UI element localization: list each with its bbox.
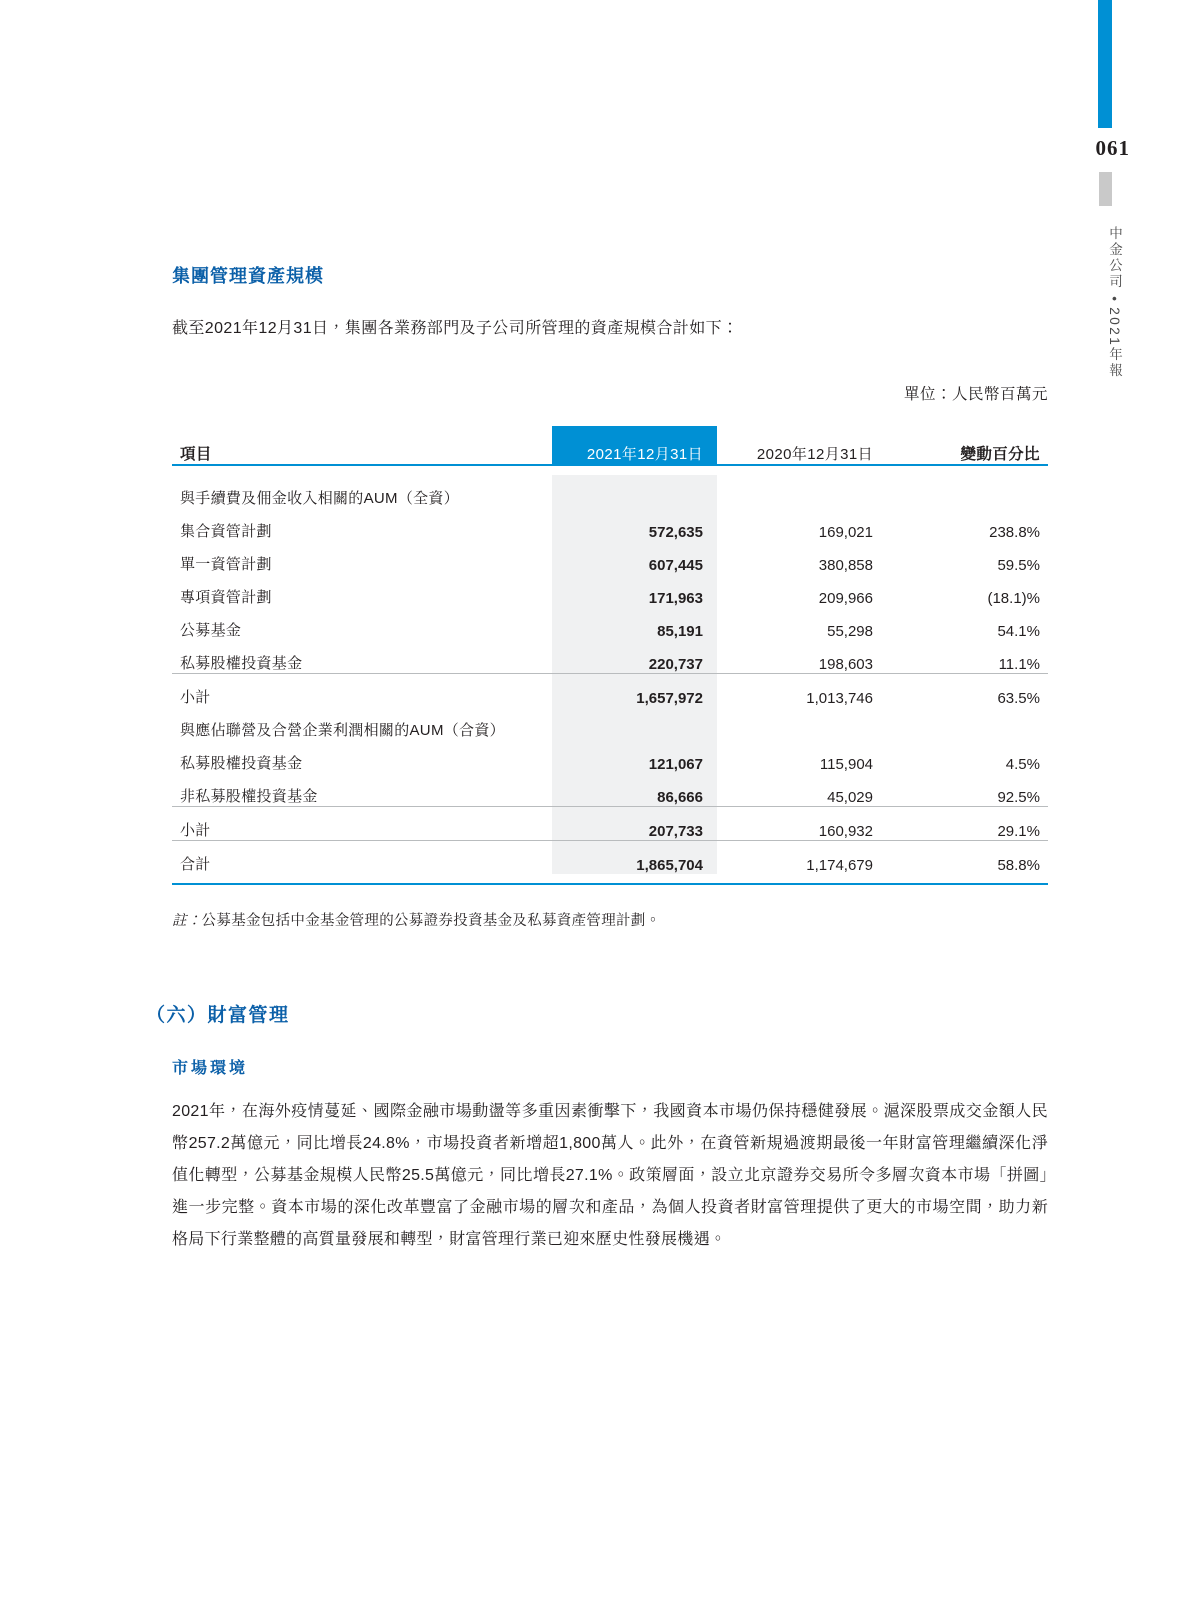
table-row: [172, 640, 1048, 674]
cell-previous: 160,932: [818, 823, 873, 841]
table-row: [172, 674, 1048, 707]
cell-item: 小計: [180, 822, 211, 840]
chapter-title: （六）財富管理: [146, 1005, 290, 1027]
table-spacer-row: [172, 874, 1048, 884]
footnote-body: 公募基金包括中金基金管理的公募證券投資基金及私募資產管理計劃。: [201, 913, 661, 930]
cell-item: 公募基金: [180, 622, 242, 640]
cell-change: 92.5%: [997, 789, 1040, 807]
cell-change: 59.5%: [997, 557, 1040, 575]
cell-current: 207,733: [552, 807, 717, 841]
footnote-prefix: 註：: [172, 913, 202, 930]
cell-item: 與應佔聯營及合營企業利潤相關的AUM（合資）: [180, 722, 505, 740]
cell-item: 集合資管計劃: [180, 523, 272, 541]
cell-previous: 198,603: [818, 656, 873, 674]
table-row: [172, 475, 1048, 508]
table-footnote: [172, 909, 1048, 930]
cell-change: 238.8%: [989, 524, 1040, 542]
running-header-dot: •: [1107, 296, 1122, 301]
running-header-year: 2021年報: [1107, 307, 1122, 380]
cell-item: 小計: [180, 689, 211, 707]
table-row: [172, 707, 1048, 740]
page-number: 061: [1095, 136, 1130, 160]
page-accent-bar: [1098, 0, 1112, 128]
cell-change: [887, 707, 1048, 740]
column-header-item: 項目: [180, 446, 212, 464]
cell-change: 11.1%: [998, 656, 1040, 674]
running-header-company: 中金公司: [1107, 226, 1122, 290]
table-bottom-rule: [172, 884, 1048, 885]
cell-current: 171,963: [552, 574, 717, 607]
page-content: [146, 262, 1048, 1256]
cell-change: 29.1%: [997, 823, 1040, 841]
cell-change: 54.1%: [997, 623, 1040, 641]
cell-current: 1,657,972: [552, 674, 717, 707]
cell-change: 63.5%: [997, 690, 1040, 708]
cell-change: (18.1)%: [987, 590, 1040, 608]
cell-current: 85,191: [552, 607, 717, 640]
cell-current: [552, 707, 717, 740]
section-heading: 集團管理資產規模: [172, 266, 324, 286]
cell-item: 專項資管計劃: [180, 589, 272, 607]
table-header-row: [172, 426, 1048, 465]
aum-table: [172, 426, 1048, 885]
cell-item: 私募股權投資基金: [180, 655, 303, 673]
table-spacer-row: [172, 466, 1048, 475]
cell-previous: 169,021: [818, 524, 873, 542]
cell-current: 86,666: [552, 773, 717, 807]
spacer-cell: [172, 874, 1048, 884]
cell-previous: 380,858: [818, 557, 873, 575]
cell-previous: 1,013,746: [806, 690, 873, 708]
cell-current: 121,067: [552, 740, 717, 773]
rule-cell: [172, 884, 1048, 885]
chapter-subtitle: 市場環境: [172, 1060, 249, 1078]
table-row: [172, 807, 1048, 841]
column-header-change: 變動百分比: [960, 446, 1040, 464]
cell-previous: [717, 707, 887, 740]
cell-previous: 55,298: [827, 623, 873, 641]
chapter-paragraph: 2021年，在海外疫情蔓延、國際金融市場動盪等多重因素衝擊下，我國資本市場仍保持穩健發展。滬深股票成交金額人民幣257.2萬億元，同比增長24.8%，市場投資者新增超1,800萬人。此外，在資管新規過渡期最後一年財富管理繼續深化淨值化轉型，公募基金規模人民幣25.5萬億元，同比增長27.1%。政策層面，設立北京證券交易所令多層次資本市場「拼圖」進一步完整。資本市場的深化改革豐富了金融市場的層次和產品，為個人投資者財富管理提供了更大的市場空間，助力新格局下行業整體的高質量發展和轉型，財富管理行業已迎來歷史性發展機遇。: [172, 1103, 1048, 1249]
table-row: [172, 740, 1048, 773]
page-rule: [1099, 172, 1112, 206]
cell-current: 220,737: [552, 640, 717, 674]
cell-change: 58.8%: [997, 857, 1040, 875]
cell-previous: [717, 475, 887, 508]
cell-current: 572,635: [552, 508, 717, 541]
table-unit-label: 單位：人民幣百萬元: [903, 386, 1048, 404]
running-header: [1088, 226, 1122, 379]
table-body: [172, 465, 1048, 885]
cell-current: 607,445: [552, 541, 717, 574]
cell-item: 與手續費及佣金收入相關的AUM（全資）: [180, 490, 460, 508]
cell-current: [552, 475, 717, 508]
cell-previous: 115,904: [819, 756, 873, 774]
table-row: [172, 773, 1048, 807]
cell-item: 非私募股權投資基金: [180, 788, 318, 806]
cell-previous: 1,174,679: [806, 857, 873, 875]
table-row: [172, 574, 1048, 607]
cell-change: 4.5%: [1005, 756, 1040, 774]
cell-item: 合計: [180, 856, 211, 874]
table-row: [172, 508, 1048, 541]
cell-current: 1,865,704: [552, 841, 717, 874]
table-row: [172, 541, 1048, 574]
cell-previous: 45,029: [827, 789, 873, 807]
section-lead-paragraph: 截至2021年12月31日，集團各業務部門及子公司所管理的資產規模合計如下：: [172, 320, 739, 337]
table-row: [172, 841, 1048, 874]
spacer-cell: [172, 466, 1048, 475]
table-row: [172, 607, 1048, 640]
cell-change: [887, 475, 1048, 508]
cell-item: 單一資管計劃: [180, 556, 272, 574]
cell-previous: 209,966: [818, 590, 873, 608]
column-header-previous: 2020年12月31日: [756, 446, 873, 464]
column-header-current: 2021年12月31日: [552, 426, 717, 465]
cell-item: 私募股權投資基金: [180, 755, 303, 773]
